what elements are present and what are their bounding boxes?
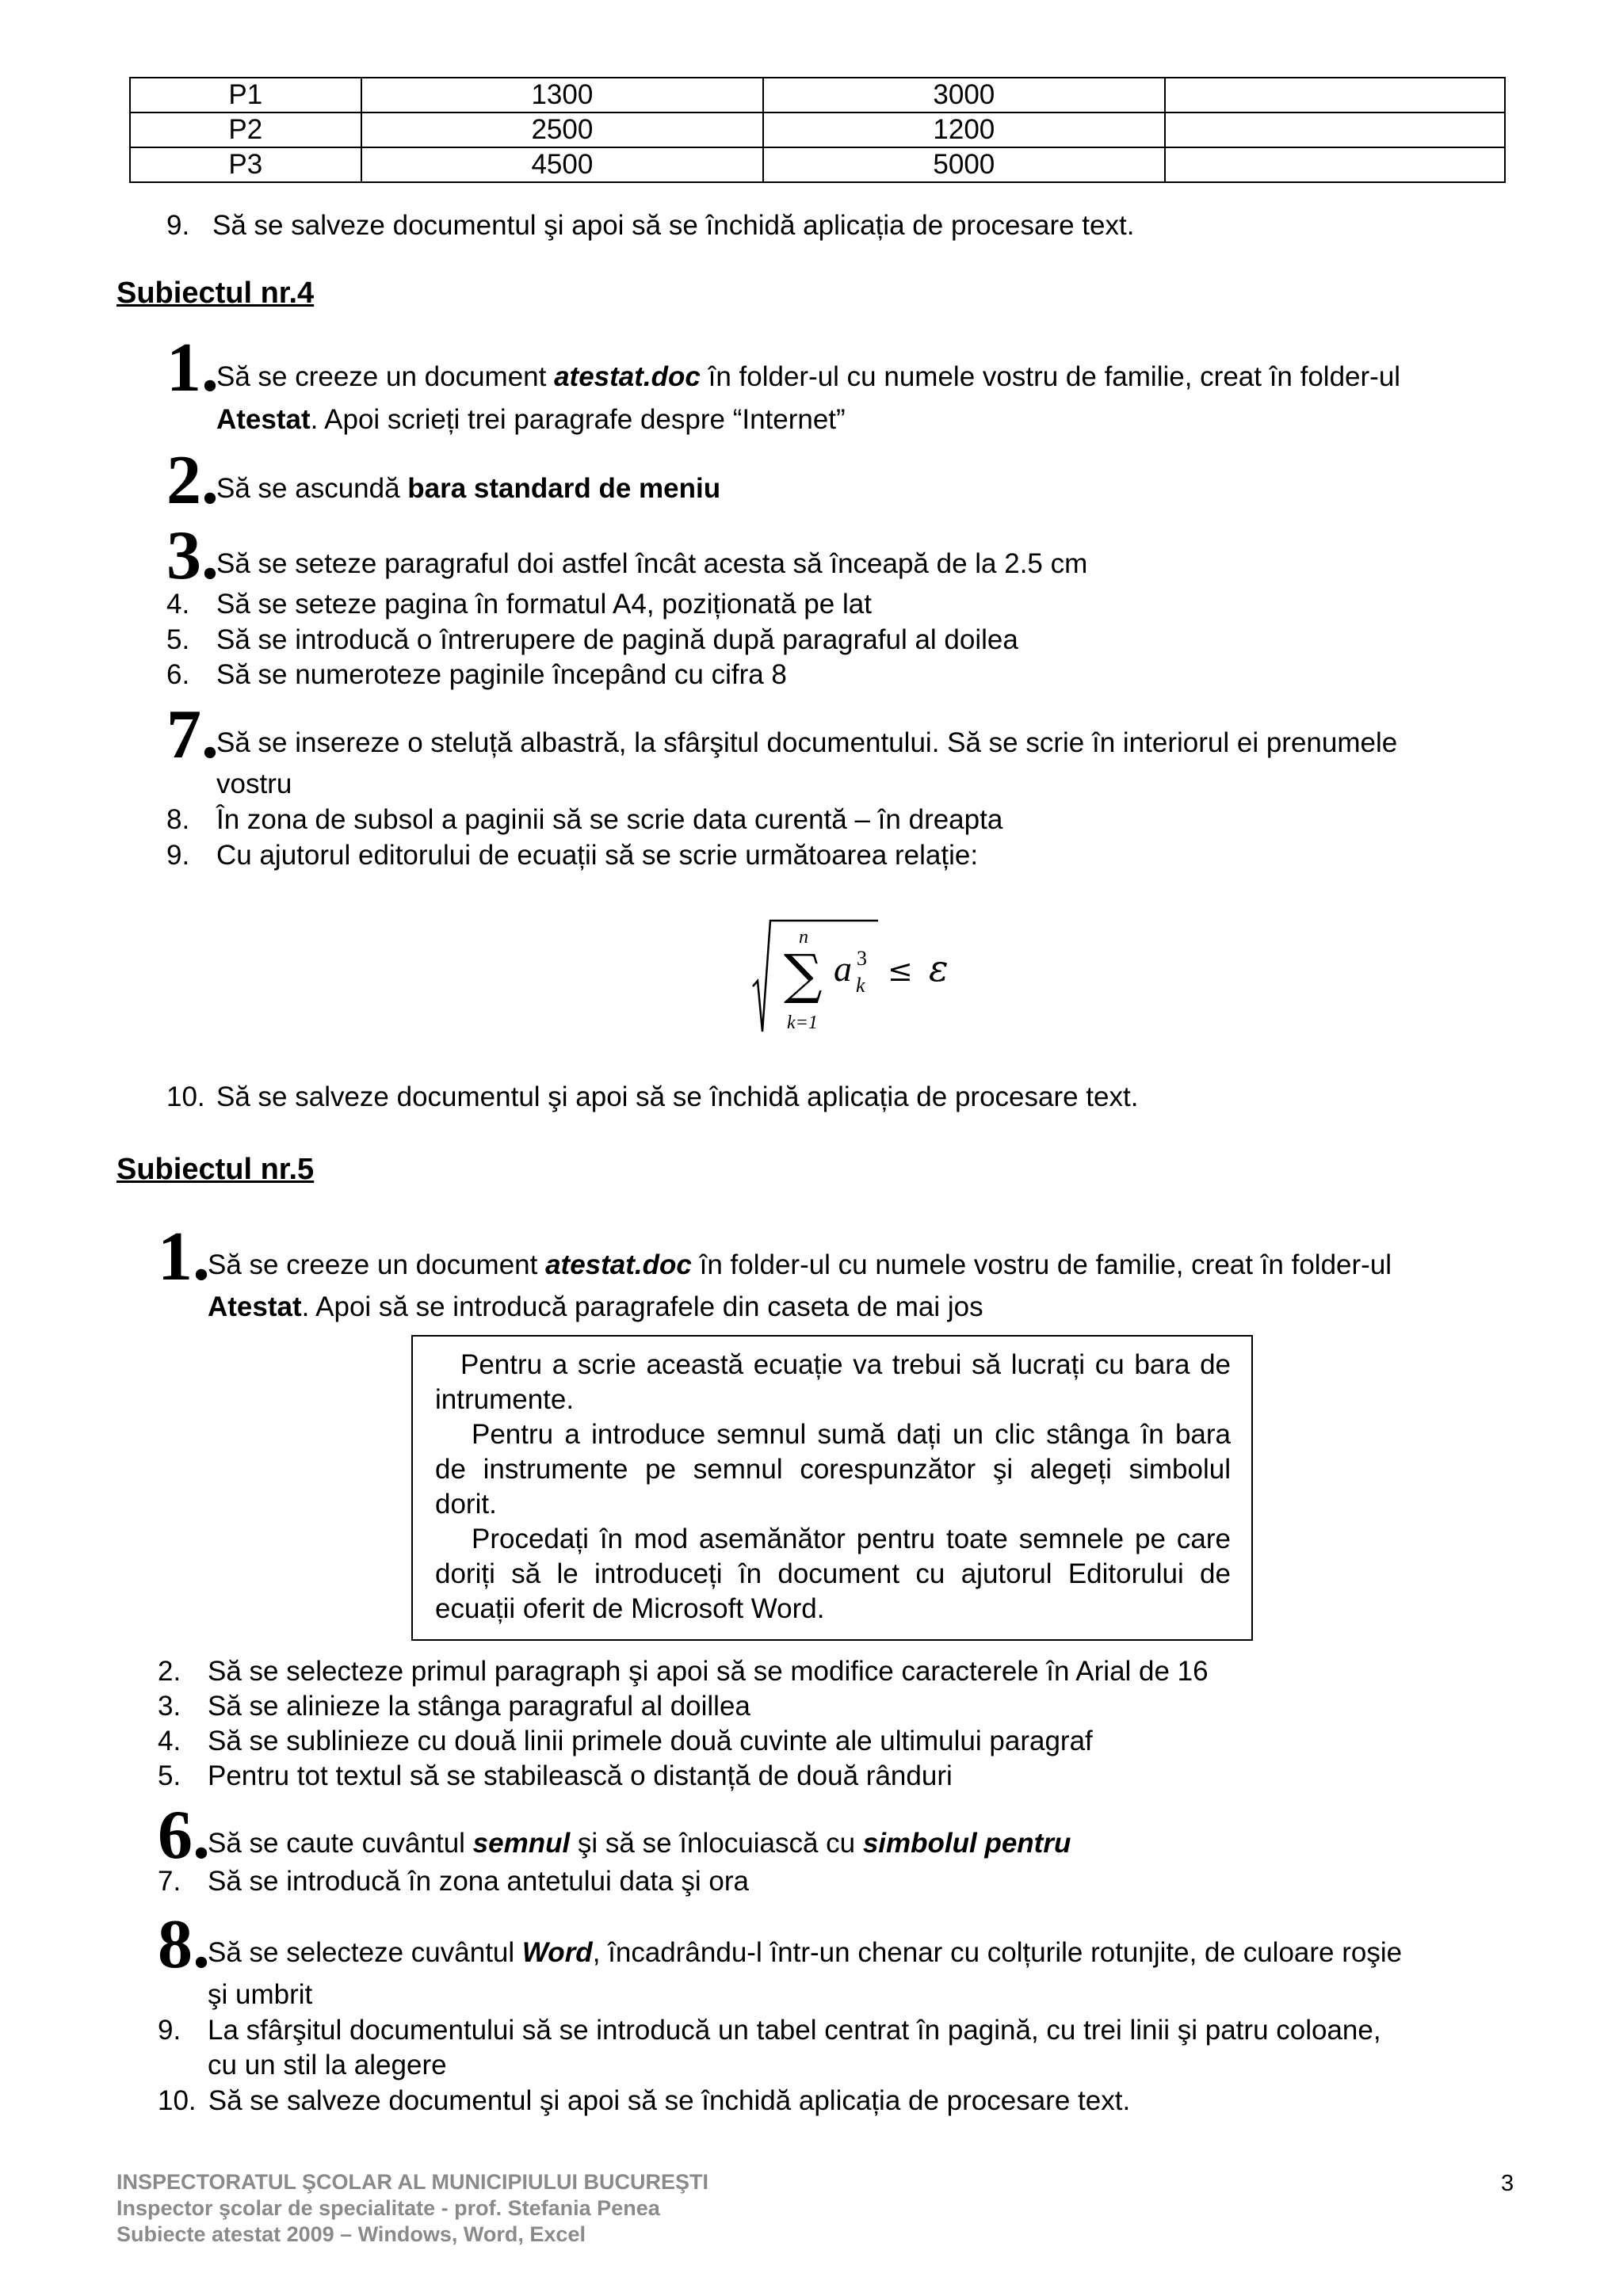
item-text: Să se salveze documentul şi apoi să se închidă aplicația de procesare text.	[212, 210, 1135, 241]
sum-sign: ∑	[784, 944, 823, 1006]
table-cell: P1	[130, 78, 361, 113]
exponent: 3	[857, 947, 867, 970]
footer-author: Inspector şcolar de specialitate - prof. Stefania Penea	[116, 2196, 660, 2220]
item-number: 10.	[166, 1081, 205, 1112]
item-text: Să se sublinieze cu două linii primele două cuvinte ale ultimului paragraf	[208, 1726, 1093, 1756]
bold-italic-text: simbolul pentru	[862, 1828, 1071, 1859]
item-text	[208, 1826, 1071, 1861]
item-text: Cu ajutorul editorului de ecuații să se scrie următoarea relație:	[216, 840, 979, 871]
item-text: Să se seteze paragraful doi astfel încât acesta să înceapă de la 2.5 cm	[216, 548, 1088, 579]
text-run: Să se selecteze cuvântul	[208, 1937, 522, 1968]
item-text: Să se introducă o întrerupere de pagină după paragraful al doilea	[216, 624, 1018, 655]
list-item	[166, 517, 219, 594]
text-run: . Apoi să se introducă paragrafele din caseta de mai jos	[301, 1291, 983, 1322]
footer-subtitle: Subiecte atestat 2009 – Windows, Word, Excel	[116, 2222, 586, 2246]
list-item	[158, 2013, 1381, 2048]
item-text: şi umbrit	[208, 1979, 313, 2010]
epsilon: ε	[929, 947, 949, 990]
footer-institution: INSPECTORATUL ŞCOLAR AL MUNICIPIULUI BUCUREŞTI	[116, 2170, 709, 2194]
folder-name: Atestat	[208, 1291, 302, 1322]
item-number: 3.	[158, 1691, 181, 1722]
list-item	[166, 442, 219, 519]
table-cell	[1165, 113, 1505, 147]
item-text: Pentru tot textul să se stabilească o distanță de două rânduri	[208, 1760, 953, 1791]
item-number-large: 6.	[158, 1797, 210, 1874]
item-text: Să se alinieze la stânga paragraful al doillea	[208, 1691, 750, 1722]
item-number-large: 1.	[158, 1219, 210, 1295]
variable-a: a	[834, 948, 852, 989]
item-text	[216, 360, 1400, 395]
table-cell: 5000	[763, 147, 1164, 182]
table-cell: 4500	[361, 147, 763, 182]
table-cell	[1165, 78, 1505, 113]
subscript: k	[856, 974, 865, 997]
item-text	[216, 471, 720, 506]
item-number-large: 2.	[166, 442, 219, 519]
less-equal-sign: ≤	[888, 953, 913, 988]
item-number-large: 8.	[158, 1906, 210, 1983]
text-run: în folder-ul cu numele vostru de familie, creat în folder-ul	[700, 361, 1401, 392]
data-table	[129, 77, 1506, 183]
list-item	[158, 1724, 1093, 1759]
item-number: 5.	[166, 624, 190, 655]
item-number-large: 3.	[166, 517, 219, 594]
item-number: 4.	[158, 1726, 181, 1756]
list-item	[166, 1080, 1138, 1115]
bold-text: bara standard de meniu	[407, 473, 721, 504]
list-item	[158, 1906, 210, 1983]
text-run: , încadrându-l într-un chenar cu colțurile rotunjite, de culoare roşie	[592, 1937, 1403, 1968]
box-paragraph: Pentru a introduce semnul sumă dați un clic stânga în bara de instrumente pe semnul corespunzător şi alegeți simbolul dorit.	[435, 1419, 1231, 1520]
table-row	[130, 113, 1505, 147]
item-text: cu un stil la alegere	[208, 2050, 447, 2081]
item-number: 2.	[158, 1656, 181, 1687]
item-text: vostru	[216, 769, 292, 799]
item-number: 7.	[158, 1866, 181, 1897]
item-text: Să se insereze o steluță albastră, la sfârşitul documentului. Să se scrie în interiorul ei prenumele	[216, 727, 1398, 758]
item-text	[208, 1936, 1402, 1970]
item-number: 6.	[166, 659, 190, 690]
box-paragraph: Pentru a scrie această ecuație va trebui să lucrați cu bara de intrumente.	[435, 1349, 1231, 1415]
table-cell: P2	[130, 113, 361, 147]
list-item	[166, 658, 787, 692]
list-item	[166, 587, 872, 622]
list-item	[158, 1759, 953, 1794]
item-text: Să se numeroteze paginile începând cu cifra 8	[216, 659, 787, 690]
list-item	[166, 838, 978, 873]
text-run: în folder-ul cu numele vostru de familie, creat în folder-ul	[691, 1249, 1392, 1280]
bold-italic-text: Word	[521, 1937, 593, 1968]
folder-name: Atestat	[216, 404, 311, 435]
list-item	[166, 623, 1018, 658]
table-row	[130, 78, 1505, 113]
page-number: 3	[1501, 2171, 1514, 2196]
item-text: Să se selecteze primul paragraph şi apoi să se modifice caracterele în Arial de 16	[208, 1656, 1209, 1687]
text-box	[411, 1335, 1253, 1641]
list-item	[158, 1689, 750, 1724]
list-item	[166, 330, 219, 406]
item-number: 10.	[158, 2085, 197, 2116]
text-run: Să se ascundă	[216, 473, 408, 504]
text-run: Să se creeze un document	[216, 361, 555, 392]
text-run: Să se caute cuvântul	[208, 1828, 473, 1859]
item-text: Să se seteze pagina în formatul A4, poziționată pe lat	[216, 589, 872, 620]
bold-italic-text: semnul	[472, 1828, 571, 1859]
text-run: . Apoi scrieți trei paragrafe despre “Internet”	[310, 404, 846, 435]
item-text: Să se salveze documentul şi apoi să se închidă aplicația de procesare text.	[200, 2085, 1131, 2116]
text-run: Să se creeze un document	[208, 1249, 546, 1280]
item-text: În zona de subsol a paginii să se scrie data curentă – în dreapta	[216, 804, 1003, 835]
item-text: Să se salveze documentul şi apoi să se închidă aplicația de procesare text.	[216, 1081, 1139, 1112]
item-text	[208, 1248, 1392, 1283]
item-number: 4.	[166, 589, 190, 620]
list-item	[158, 1219, 210, 1295]
sum-upper-limit: n	[799, 927, 808, 948]
filename-text: atestat.doc	[545, 1249, 692, 1280]
text-run: şi să se înlocuiască cu	[570, 1828, 863, 1859]
section-title: Subiectul nr.5	[116, 1153, 315, 1186]
list-item	[166, 696, 219, 773]
item-number: 9.	[158, 2015, 181, 2046]
equation	[747, 911, 984, 1038]
list-item	[166, 208, 1134, 243]
table-cell	[1165, 147, 1505, 182]
item-text: La sfârşitul documentului să se introducă un tabel centrat în pagină, cu trei linii şi patru coloane,	[208, 2015, 1381, 2046]
item-number: 5.	[158, 1760, 181, 1791]
list-item	[158, 1654, 1209, 1689]
table-cell: 1300	[361, 78, 763, 113]
item-number-large: 7.	[166, 696, 219, 773]
sum-lower-limit: k=1	[787, 1013, 818, 1033]
section-title: Subiectul nr.4	[116, 277, 315, 310]
table-cell: P3	[130, 147, 361, 182]
list-item	[158, 2084, 1130, 2119]
box-paragraph: Procedați în mod asemănător pentru toate semnele pe care doriți să le introduceți în document cu ajutorul Editorului de ecuații oferit de Microsoft Word.	[435, 1524, 1231, 1624]
table-row	[130, 147, 1505, 182]
list-item	[166, 803, 1002, 837]
item-text: Să se introducă în zona antetului data şi ora	[208, 1866, 749, 1897]
list-item	[158, 1797, 210, 1874]
table-cell: 2500	[361, 113, 763, 147]
item-number: 9.	[166, 210, 190, 241]
filename-text: atestat.doc	[554, 361, 701, 392]
item-number: 9.	[166, 840, 190, 871]
item-number: 8.	[166, 804, 190, 835]
item-text	[216, 402, 846, 437]
table-cell: 3000	[763, 78, 1164, 113]
item-number-large: 1.	[166, 330, 219, 406]
item-text	[208, 1290, 983, 1325]
list-item	[158, 1864, 749, 1899]
table-cell: 1200	[763, 113, 1164, 147]
